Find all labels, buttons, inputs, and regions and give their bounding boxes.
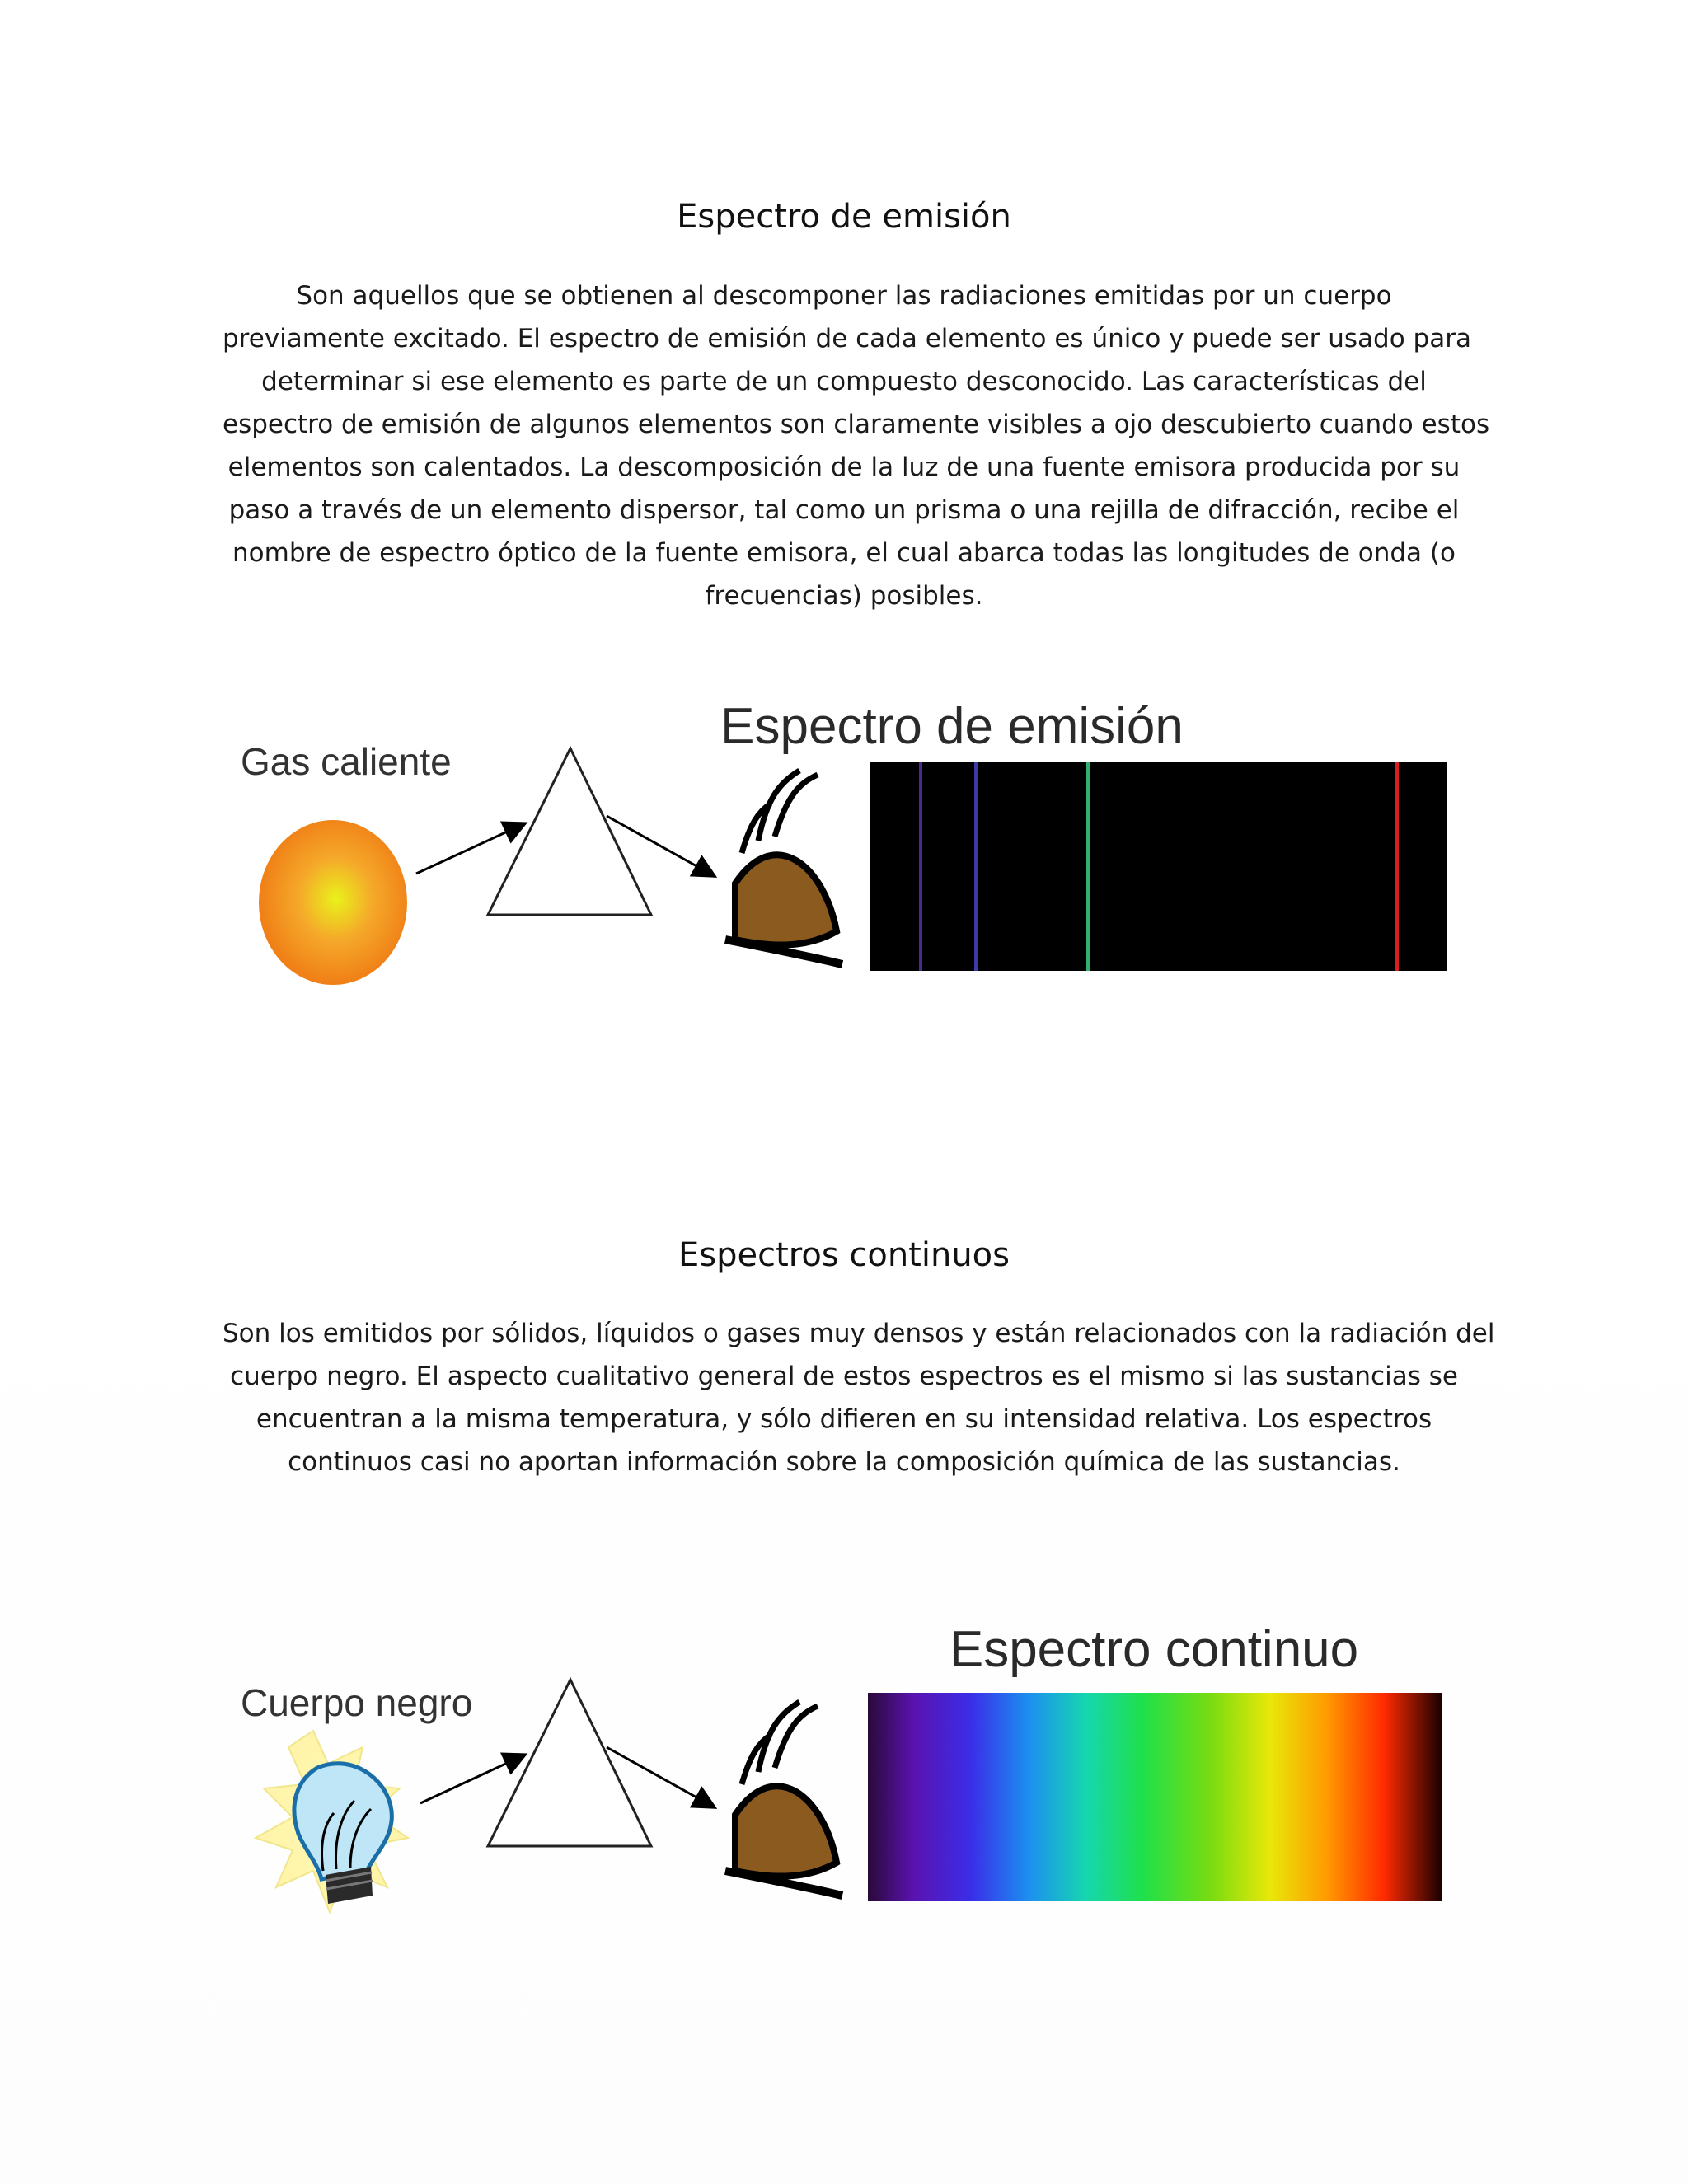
continuous-spectrum-band bbox=[868, 1693, 1442, 1901]
paragraph-line: encuentran a la misma temperatura, y sólo difieren en su intensidad relativa. Los espectros bbox=[256, 1404, 1432, 1434]
source-label: Gas caliente bbox=[241, 740, 452, 783]
continuous-spectrum-figure bbox=[231, 1624, 1451, 1929]
emission-spectrum-figure bbox=[231, 692, 1451, 1022]
arrow-icon bbox=[416, 824, 523, 874]
prism-icon bbox=[488, 1680, 651, 1846]
paragraph-line: paso a través de un elemento dispersor, tal como un prisma o una rejilla de difracción, recibe el bbox=[228, 495, 1460, 525]
paragraph-line: espectro de emisión de algunos elementos son claramente visibles a ojo descubierto cuando estos bbox=[223, 410, 1490, 439]
paragraph-line: cuerpo negro. El aspecto cualitativo general de estos espectros es el mismo si las sustancias se bbox=[230, 1361, 1458, 1391]
section-title-continuos: Espectros continuos bbox=[678, 1236, 1010, 1274]
section-title-emision: Espectro de emisión bbox=[677, 198, 1011, 236]
emission-line bbox=[974, 762, 978, 971]
source-label: Cuerpo negro bbox=[241, 1681, 473, 1724]
emission-spectrum-band bbox=[870, 762, 1447, 971]
paragraph-line: previamente excitado. El espectro de emisión de cada elemento es único y puede ser usado para bbox=[223, 324, 1471, 354]
paragraph-line: continuos casi no aportan información sobre la composición química de las sustancias. bbox=[288, 1447, 1400, 1477]
emission-line bbox=[1086, 762, 1090, 971]
spectrum-label: Espectro de emisión bbox=[720, 698, 1184, 755]
paragraph-line: Son los emitidos por sólidos, líquidos o gases muy densos y están relacionados con la radiación del bbox=[223, 1319, 1495, 1348]
arrow-icon bbox=[420, 1755, 523, 1803]
eye-icon bbox=[725, 1702, 842, 1896]
section-paragraph-emision bbox=[223, 274, 1490, 617]
paragraph-line: frecuencias) posibles. bbox=[705, 581, 983, 611]
eye-icon bbox=[725, 771, 842, 964]
emission-line bbox=[1395, 762, 1399, 971]
lightbulb-icon bbox=[256, 1731, 408, 1912]
spectrum-label: Espectro continuo bbox=[949, 1624, 1359, 1678]
paragraph-line: elementos son calentados. La descomposición de la luz de una fuente emisora producida por su bbox=[227, 452, 1461, 482]
section-paragraph-continuos bbox=[223, 1312, 1495, 1483]
sun-icon bbox=[259, 820, 407, 985]
paragraph-line: Son aquellos que se obtienen al descomponer las radiaciones emitidas por un cuerpo bbox=[296, 281, 1392, 311]
paragraph-line: nombre de espectro óptico de la fuente emisora, el cual abarca todas las longitudes de onda (o bbox=[232, 538, 1456, 568]
prism-icon bbox=[488, 748, 651, 915]
emission-line bbox=[919, 762, 922, 971]
paragraph-line: determinar si ese elemento es parte de un compuesto desconocido. Las características del bbox=[261, 367, 1427, 396]
